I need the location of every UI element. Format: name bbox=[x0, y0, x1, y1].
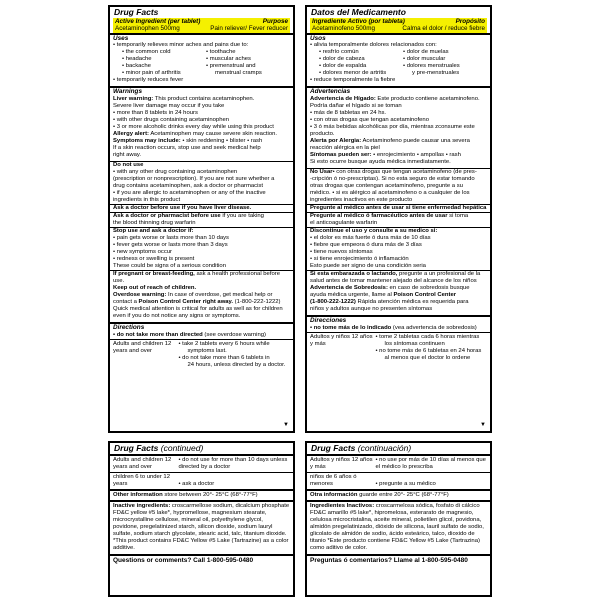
directions-heading: Direcciones bbox=[310, 317, 347, 324]
uses-heading: Usos bbox=[310, 34, 326, 42]
directions-heading: Directions bbox=[113, 324, 145, 331]
drug-facts-panel-en: Drug Facts Active Ingredient (per tablet) Purpose Acetaminophen 500mg Pain reliever/ Fever reducer Uses • temporarily relieves minor aches and pains due to: • the common cold • headache • backache • minor pain of arthritis • toothache • muscular aches • premenstrual and menstrual cramps • temporarily reduces fever Warnings Liver warning: This product contains acetaminophen. Severe liver damage may occur if you take • more than 8 tablets in 24 hours • with other drugs containing acetaminophen • 3 or more alcoholic drinks every day while using this product Allergy alert: Acetaminophen may cause severe skin reaction. Symptoms may include: • skin reddening • blister • rash If a skin reaction occurs, stop use and seek medical help right away. Do not use • with any other drug containing acetaminophen (prescription or nonprescription). If you are not sure whether a drug contains acetaminophen, ask a doctor or pharmacist • if you are allergic to acetaminophen or any of the inactive ingredients in this product Ask a doctor before use if you have liver disease. Ask a doctor or pharmacist before use if you are taking the blood thinning drug warfarin Stop use and ask a doctor if: • pain gets worse or lasts more than 10 days • fever gets worse or lasts more than 3 days • new symptoms occur • redness or swelling is present These could be signs of a serious condition If pregnant or breast-feeding, ask a health professional before use. Keep out of reach of children. Overdose warning: In case of overdose, get medical help or contact a Poison Control Center right away. (1-800-222-1222) Quick medical attention is critical for adults as well as for children even if you do not notice any signs or symptoms. Directions • do not take more than directed (see overdose warning) Adults and children 12 years and over • take 2 tablets every 6 hours while symptoms last. • do not take more than 6 tablets in 24 hours, unless directed by a doctor. ▼ bbox=[108, 5, 295, 433]
active-ingredient-box: Ingrediente Activo (por tableta) Propósito Acetaminofeno 500mg Calma el dolor / reduce fiebre bbox=[312, 18, 485, 33]
panel-title: Drug Facts (continuación) bbox=[311, 443, 412, 453]
uses-list: • resfrío común • dolor de cabeza • dolor de espalda • dolores menor de artritis • dolor de muelas • dolor muscular • dolores menstruales y pre-menstruales bbox=[319, 49, 460, 77]
continue-arrow-icon: ▼ bbox=[480, 422, 486, 428]
panel-title: Drug Facts bbox=[114, 7, 159, 17]
uses-heading: Uses bbox=[113, 34, 129, 42]
liver-warning: Liver warning: This product contains acetaminophen. bbox=[113, 96, 255, 102]
drug-facts-continued-es: Drug Facts (continuación) Adultos y niños 12 años y más • no use por más de 10 días al menos que el médico lo prescriba niños de 6 años ó menores • pregunte a su médico Otra información guarde entre 20°- 25°C (68°-77°F) Ingredientes Inactivos: croscarmelosa sódica, fosfato di cálcico FD&C amarillo #5 lake*, hipromelosa, esterarato de magnesio, celulosa microcristalina, aceite mineral, polietilen glicol, povidona, almidón pregelatinizado, dióxido de silicona, lauril sulfato de sodio, glicolato de almidón de sodio, ácido esteárico, talco, dioxido de titanio *Este producto contiene FD&C Yellow #5 Lake (Tartrazina) como aditivo de color. Preguntas ó comentarios? Llame al 1-800-595-0480 bbox=[305, 441, 492, 597]
do-not-use-heading: Do not use bbox=[113, 162, 144, 168]
panel-title: Drug Facts (continued) bbox=[114, 443, 204, 453]
panel-title: Datos del Medicamento bbox=[311, 7, 406, 17]
uses-list: • the common cold • headache • backache • minor pain of arthritis • toothache • muscular aches • premenstrual and menstrual cramps bbox=[122, 49, 262, 77]
warnings-heading: Warnings bbox=[113, 88, 142, 96]
stop-use-heading: Stop use and ask a doctor if: bbox=[113, 228, 194, 234]
drug-facts-panel-es: Datos del Medicamento Ingrediente Activo (por tableta) Propósito Acetaminofeno 500mg Calma el dolor / reduce fiebre Usos • alivia temporalmente dolores relacionados con: • resfrío común • dolor de cabeza • dolor de espalda • dolores menor de artritis • dolor de muelas • dolor muscular • dolores menstruales y pre-menstruales • reduce temporalmente la fiebre Advertencias Advertencia de Hígado: Este producto contiene acetaminofeno. Podría dañar el hígado si se toman • más de 8 tabletas en 24 hs. • con otras drogas que tengan acetaminofeno • 3 ó más bebidas alcohólicas por día, mientras zconsume este producto. Alerta por Alergia: Acetaminofeno puede causar una severa reacción alérgica en la piel Síntomas pueden ser: • enrojecimiento • ampollas • rash Si esto ocurre busque ayuda médica inmediatamente. No Usar• con otras drogas que tengan acetaminofeno (de pres- -cripción ó no-prescriptas). Si no esta seguro de estar tomando otras drogas que contengan acetaminofeno, pregunte a su médico. • si es alérgico al acetaminofeno o a cualquier de los ingredientes inactivos en este producto Pregunte al médico antes de usar si tiene enfermedad hepática Pregunte al médico ó farmacéutico antes de usar si toma el anticoagulante warfarin Discontinue el uso y consulte a su medico si: • el dolor es más fuerte ó dura más de 10 días • fiebre que empeora ó dura más de 3 días • tiene nuevos síntomas • si tiene enrojecimiento ó inflamación Esto puede ser signo de una condición seria Si esta embarazada o lactando, pregunte a un profesional de la salud antes de tomar mantener alejado del alcance de los niños Advertencia de Sobredosis: en caso de sobredosis busque ayuda médica urgente, llame al Poison Control Center (1-800-222-1222) Rápida atención médica es requerida para niños y adultos aunque no presenten síntomas Direcciones • no tome más de lo indicado (vea advertencia de sobredosis) Adultos y niños 12 años y más • tome 2 tabletas cada 6 horas mientras los síntomas continuen • no tome más de 6 tabletas en 24 horas al menos que el doctor lo ordene ▼ bbox=[305, 5, 492, 433]
questions-line: Preguntas ó comentarios? Llame al 1-800-595-0480 bbox=[310, 557, 468, 564]
drug-facts-continued-en: Drug Facts (continued) Adults and children 12 years and over • do not use for more than 10 days unless directed by a doctor children 6 to under 12 years • ask a doctor Other information store between 20°- 25°C (68°-77°F) Inactive ingredients: croscarmellose sodium, dicalcium phosphate FD&C yellow #5 lake*, hypromellose, magnesium stearate, microcrystalline cellulose, mineral oil, polyethylene glycol, povidone, pregelatinized starch, silicon dioxide, sodium lauryl sulfate, sodium starch glycolate, stearic acid, talc, titanium dioxide. *This product contains FD&C Yellow #5 Lake (Tartrazine) as a color additive. Questions or comments? Call 1-800-595-0480 bbox=[108, 441, 295, 597]
allergy-alert: Allergy alert: Acetaminophen may cause severe skin reaction. bbox=[113, 131, 278, 137]
warnings-heading: Advertencias bbox=[310, 88, 351, 96]
questions-line: Questions or comments? Call 1-800-595-0480 bbox=[113, 557, 254, 564]
continue-arrow-icon: ▼ bbox=[283, 422, 289, 428]
active-ingredient-box: Active Ingredient (per tablet) Purpose Acetaminophen 500mg Pain reliever/ Fever reducer bbox=[115, 18, 288, 33]
directions-row: Adultos y niños 12 años y más • tome 2 tabletas cada 6 horas mientras los síntomas continuen • no tome más de 6 tabletas en 24 horas al menos que el doctor lo ordene bbox=[307, 332, 490, 363]
directions-row: Adults and children 12 years and over • take 2 tablets every 6 hours while symptoms last. • do not take more than 6 tablets in 24 hours, unless directed by a doctor. bbox=[110, 339, 293, 370]
stop-use-heading: Discontinue el uso y consulte a su medico si: bbox=[310, 228, 438, 234]
